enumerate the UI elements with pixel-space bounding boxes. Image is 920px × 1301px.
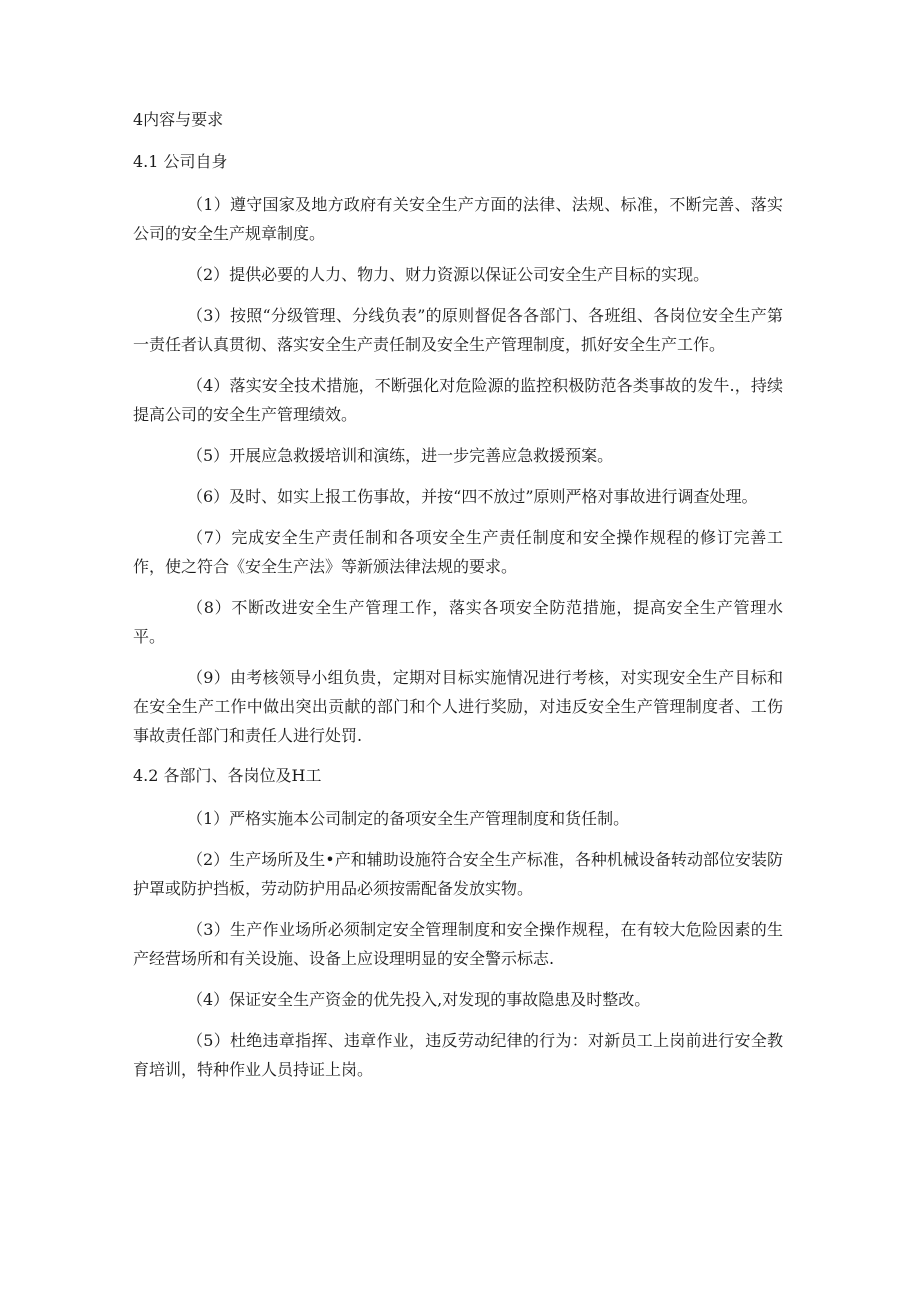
section-heading-4-1: 4.1 公司自身 (133, 152, 228, 171)
paragraph-4-1-8: （8）不断改进安全生产管理工作，落实各项安全防范措施，提高安全生产管理水平。 (133, 598, 783, 646)
paragraph-4-1-6: （6）及时、如实上报工伤事故，并按“四不放过”原则严格对事故进行调查处理。 (187, 487, 758, 506)
paragraph-4-2-2: （2）生产场所及生•产和辅助设施符合安全生产标准，各种机械设备转动部位安装防护罩或防护挡板，劳动防护用品必须按需配备发放实物。 (133, 850, 783, 898)
paragraph-4-1-9: （9）由考核领导小组负贵，定期对目标实施情况进行考核，对实现安全生产目标和在安全生产工作中做出突出贡献的部门和个人进行奖励，对违反安全生产管理制度者、工伤事故责任部门和责任人进行处罚. (133, 668, 783, 745)
main-heading: 4内容与要求 (133, 110, 224, 129)
paragraph-4-1-2: （2）提供必要的人力、物力、财力资源以保证公司安全生产目标的实现。 (187, 265, 710, 284)
paragraph-4-1-3: （3）按照“分级管理、分线负表”的原则督促各各部门、各班组、各岗位安全生产第一责任者认真贯彻、落实安全生产责任制及安全生产管理制度，抓好安全生产工作。 (133, 306, 783, 354)
document-body (133, 106, 783, 1096)
paragraph-4-1-4: （4）落实安全技术措施，不断强化对危险源的监控积极防范各类事故的发牛.，持续提高公司的安全生产管理绩效。 (133, 376, 783, 424)
paragraph-4-1-7: （7）完成安全生产责任制和各项安全生产责任制度和安全操作规程的修订完善工作，使之符合《安全生产法》等新颁法律法规的要求。 (133, 528, 783, 576)
paragraph-4-1-1: （1）遵守国家及地方政府有关安全生产方面的法律、法规、标准，不断完善、落实公司的安全生产规章制度。 (133, 195, 783, 243)
paragraph-4-2-3: （3）生产作业场所必须制定安全管理制度和安全操作规程，在有较大危险因素的生产经营场所和有关设施、设备上应设理明显的安全警示标志. (133, 920, 783, 968)
paragraph-4-2-4: （4）保证安全生产资金的优先投入,对发现的事故隐患及时整改。 (187, 990, 651, 1009)
paragraph-4-1-5: （5）开展应急救援培训和演练，进一步完善应急救援预案。 (187, 446, 614, 465)
section-heading-4-2: 4.2 各部门、各岗位及H工 (133, 766, 322, 785)
paragraph-4-2-1: （1）严格实施本公司制定的备项安全生产管理制度和货任制。 (187, 809, 630, 828)
paragraph-4-2-5: （5）杜绝违章指挥、违章作业，违反劳动纪律的行为：对新员工上岗前进行安全教育培训，特种作业人员持证上岗。 (133, 1031, 783, 1079)
